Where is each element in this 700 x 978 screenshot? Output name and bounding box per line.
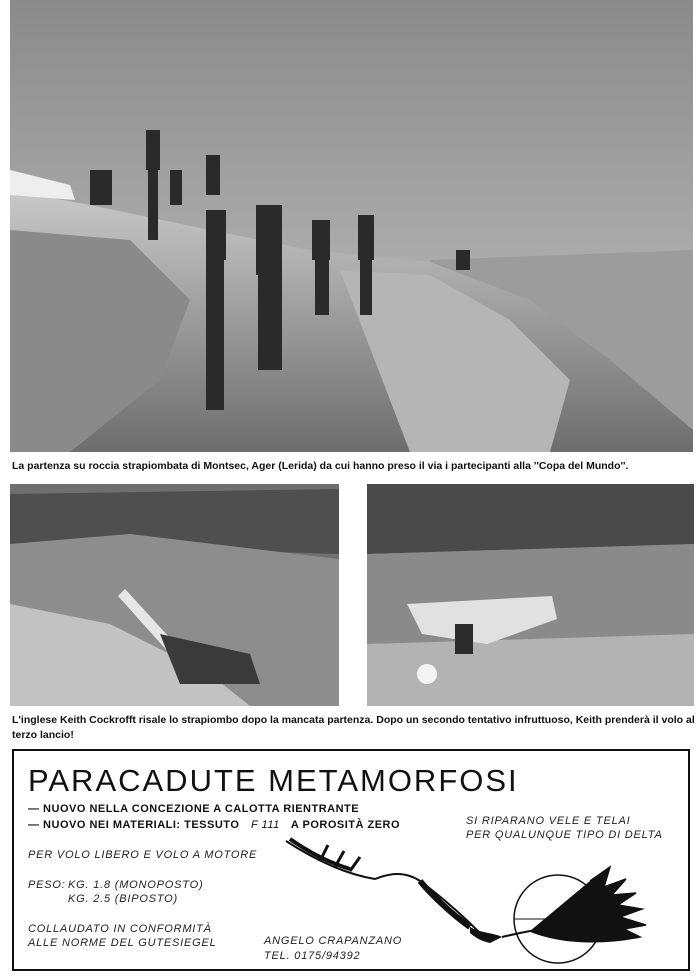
hillside-photo-left [10,484,339,706]
ad-usage: PER VOLO LIBERO E VOLO A MOTORE [28,849,258,861]
paracadute-advertisement [12,749,690,971]
hillside-photo-right [367,484,694,706]
ad-weight-mono: KG. 1.8 (MONOPOSTO) [68,879,204,891]
ad-cert-line-2: ALLE NORME DEL GUTESIEGEL [28,937,217,949]
ad-feature-2 [28,819,400,831]
ad-feature-2-prefix: — NUOVO NEI MATERIALI: TESSUTO [28,819,240,831]
ad-feature-1: — NUOVO NELLA CONCEZIONE A CALOTTA RIENTRANTE [28,803,360,815]
photo-caption-top: La partenza su roccia strapiombata di Montsec, Ager (Lerida) da cui hanno preso il via i partecipanti alla ''Copa del Mundo''. [12,460,629,472]
ad-contact-name: ANGELO CRAPANZANO [264,935,403,947]
ad-repair-line-1: SI RIPARANO VELE E TELAI [466,815,631,827]
ad-repair-line-2: PER QUALUNQUE TIPO DI DELTA [466,829,663,841]
bird-canopy-logo [280,833,660,971]
ad-weight-bi: KG. 2.5 (BIPOSTO) [68,893,178,905]
ad-weight-label: PESO: [28,879,66,891]
ad-fabric-code: F 111 [250,819,280,831]
ad-feature-2-suffix: A POROSITÀ ZERO [290,819,401,831]
photo-caption-bottom: L'inglese Keith Cockrofft risale lo strapiombo dopo la mancata partenza. Dopo un secondo tentativo infruttuoso, Keith prenderà il volo al terzo lancio! [12,714,695,741]
launch-site-photo [10,0,693,452]
ad-title: PARACADUTE METAMORFOSI [28,763,519,798]
ad-cert-line-1: COLLAUDATO IN CONFORMITÀ [28,923,212,935]
ad-contact-phone: TEL. 0175/94392 [264,950,361,962]
